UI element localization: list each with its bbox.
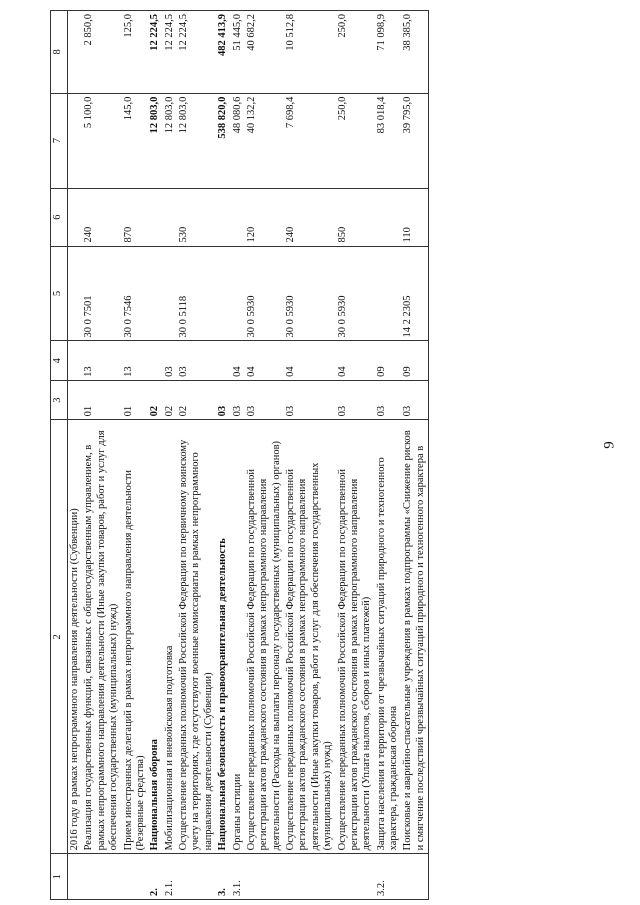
table-header-row [51, 11, 68, 900]
cell-c4 [148, 341, 162, 380]
cell-c3: 02 [163, 380, 177, 419]
cell-c7: 7 698,4 [284, 93, 336, 188]
cell-no [82, 854, 121, 900]
cell-c5: 30 0 5930 [245, 246, 284, 341]
cell-c4: 04 [245, 341, 284, 380]
cell-name: Мобилизационная и вневойсковая подготовка [163, 420, 177, 854]
header-cell: 7 [51, 93, 68, 188]
cell-name: Прием иностранных делегаций в рамках непрограммного направления деятельности (Резервные средства) [122, 420, 149, 854]
cell-no [68, 854, 83, 900]
cell-c4: 04 [284, 341, 336, 380]
cell-c3: 02 [148, 380, 162, 419]
cell-c5: 30 0 7546 [122, 246, 149, 341]
cell-no: 2.1. [163, 854, 177, 900]
budget-table [50, 10, 429, 900]
cell-c8: 10 512,8 [284, 11, 336, 94]
cell-c5 [375, 246, 402, 341]
cell-name: Национальная безопасность и правоохранительная деятельность [216, 420, 230, 854]
cell-c6 [375, 188, 402, 246]
cell-c7: 250,0 [336, 93, 375, 188]
header-cell: 3 [51, 380, 68, 419]
cell-c8: 2 850,0 [82, 11, 121, 94]
cell-c3: 03 [375, 380, 402, 419]
cell-no [284, 854, 336, 900]
cell-c3: 03 [401, 380, 428, 419]
cell-c5: 30 0 5930 [336, 246, 375, 341]
cell-no [401, 854, 428, 900]
cell-no [177, 854, 216, 900]
cell-c7: 5 100,0 [82, 93, 121, 188]
cell-name: Органы юстиции [231, 420, 245, 854]
cell-c8: 125,0 [122, 11, 149, 94]
cell-no: 3.1. [231, 854, 245, 900]
cell-c7: 39 795,0 [401, 93, 428, 188]
header-cell: 8 [51, 11, 68, 94]
table-row [177, 11, 216, 900]
header-cell: 1 [51, 854, 68, 900]
budget-table-sheet [50, 0, 610, 900]
cell-c5: 30 0 7501 [82, 246, 121, 341]
cell-c4: 04 [231, 341, 245, 380]
cell-c7: 12 803,0 [177, 93, 216, 188]
cell-c7: 83 018,4 [375, 93, 402, 188]
cell-c5 [68, 246, 83, 341]
cell-name: Поисковые и аварийно-спасательные учреждения в рамках подпрограммы «Снижение рисков и смягчение последствий чрезвычайных ситуаций природного и техногенного характера в [401, 420, 428, 854]
cell-c7: 40 132,2 [245, 93, 284, 188]
cell-c4 [216, 341, 230, 380]
cell-c5: 30 0 5930 [284, 246, 336, 341]
cell-no: 3.2. [375, 854, 402, 900]
cell-c7 [68, 93, 83, 188]
cell-c5 [148, 246, 162, 341]
page-number: 9 [601, 441, 618, 449]
cell-c6 [163, 188, 177, 246]
cell-name: 2016 году в рамках непрограммного направления деятельности (Субвенции) [68, 420, 83, 854]
cell-c5 [216, 246, 230, 341]
rotated-page [50, 0, 610, 900]
table-row [284, 11, 336, 900]
cell-c3: 01 [82, 380, 121, 419]
cell-c4: 03 [177, 341, 216, 380]
cell-c3: 03 [231, 380, 245, 419]
cell-name: Осуществление переданных полномочий Российской Федерации по государственной регистрации актов гражданского состояния в рамках непрограммного направления деятельности (Иные закупки товаров, работ и услуг для обеспечения государственных (муниципальных) нужд) [284, 420, 336, 854]
cell-name: Национальная оборона [148, 420, 162, 854]
cell-c7: 12 803,0 [163, 93, 177, 188]
cell-c3: 03 [245, 380, 284, 419]
table-row [163, 11, 177, 900]
cell-no: 3. [216, 854, 230, 900]
cell-c8: 482 413,9 [216, 11, 230, 94]
cell-c6 [68, 188, 83, 246]
cell-c6 [148, 188, 162, 246]
cell-no [336, 854, 375, 900]
cell-c8: 38 385,0 [401, 11, 428, 94]
header-cell: 6 [51, 188, 68, 246]
table-row [245, 11, 284, 900]
table-row [216, 11, 230, 900]
cell-c5: 14 2 2305 [401, 246, 428, 341]
table-row [82, 11, 121, 900]
cell-c3: 02 [177, 380, 216, 419]
table-row [122, 11, 149, 900]
table-row [401, 11, 428, 900]
cell-c8: 40 682,2 [245, 11, 284, 94]
cell-c6: 850 [336, 188, 375, 246]
cell-c7: 538 820,0 [216, 93, 230, 188]
cell-c8: 250,0 [336, 11, 375, 94]
cell-name: Осуществление переданных полномочий Российской Федерации по государственной регистрации актов гражданского состояния в рамках непрограммного направления деятельности (Расходы на выплаты персоналу государственных (муниципальных) органов) [245, 420, 284, 854]
header-cell: 2 [51, 420, 68, 854]
cell-name: Защита населения и территории от чрезвычайных ситуаций природного и техногенного характера, гражданская оборона [375, 420, 402, 854]
cell-c8: 12 224,5 [177, 11, 216, 94]
cell-c4: 13 [82, 341, 121, 380]
cell-c4: 04 [336, 341, 375, 380]
header-cell: 4 [51, 341, 68, 380]
cell-name: Осуществление переданных полномочий Российской Федерации по первичному воинскому учету на территориях, где отсутствуют военные комиссариаты в рамках непрограммного направления деятельности (Субвенции) [177, 420, 216, 854]
cell-c4: 09 [401, 341, 428, 380]
cell-no [245, 854, 284, 900]
cell-c3 [68, 380, 83, 419]
table-row [68, 11, 83, 900]
header-cell: 5 [51, 246, 68, 341]
cell-c4: 13 [122, 341, 149, 380]
table-row [375, 11, 402, 900]
cell-no [122, 854, 149, 900]
cell-name: Осуществление переданных полномочий Российской Федерации по государственной регистрации актов гражданского состояния в рамках непрограммного направления деятельности (Уплата налогов, сборов и иных платежей) [336, 420, 375, 854]
cell-c6: 870 [122, 188, 149, 246]
cell-c8 [68, 11, 83, 94]
cell-c6 [231, 188, 245, 246]
table-row [336, 11, 375, 900]
cell-c8: 12 224,5 [148, 11, 162, 94]
cell-c4: 03 [163, 341, 177, 380]
cell-c3: 01 [122, 380, 149, 419]
cell-c7: 145,0 [122, 93, 149, 188]
cell-c8: 12 224,5 [163, 11, 177, 94]
cell-c7: 12 803,0 [148, 93, 162, 188]
cell-c4 [68, 341, 83, 380]
cell-c6 [216, 188, 230, 246]
table-row [231, 11, 245, 900]
cell-c4: 09 [375, 341, 402, 380]
cell-c6: 240 [82, 188, 121, 246]
cell-c6: 110 [401, 188, 428, 246]
cell-c5 [231, 246, 245, 341]
cell-c6: 530 [177, 188, 216, 246]
cell-c3: 03 [216, 380, 230, 419]
cell-c8: 51 445,0 [231, 11, 245, 94]
cell-c5: 30 0 5118 [177, 246, 216, 341]
cell-no: 2. [148, 854, 162, 900]
cell-c8: 71 098,9 [375, 11, 402, 94]
cell-c7: 48 080,6 [231, 93, 245, 188]
cell-c3: 03 [284, 380, 336, 419]
cell-name: Реализация государственных функций, связанных с общегосударственным управлением, в рамках непрограммного направления деятельности (Иные закупки товаров, работ и услуг для обеспечения государственных (муниципальных) нужд) [82, 420, 121, 854]
cell-c6: 240 [284, 188, 336, 246]
cell-c5 [163, 246, 177, 341]
cell-c3: 03 [336, 380, 375, 419]
table-row [148, 11, 162, 900]
cell-c6: 120 [245, 188, 284, 246]
